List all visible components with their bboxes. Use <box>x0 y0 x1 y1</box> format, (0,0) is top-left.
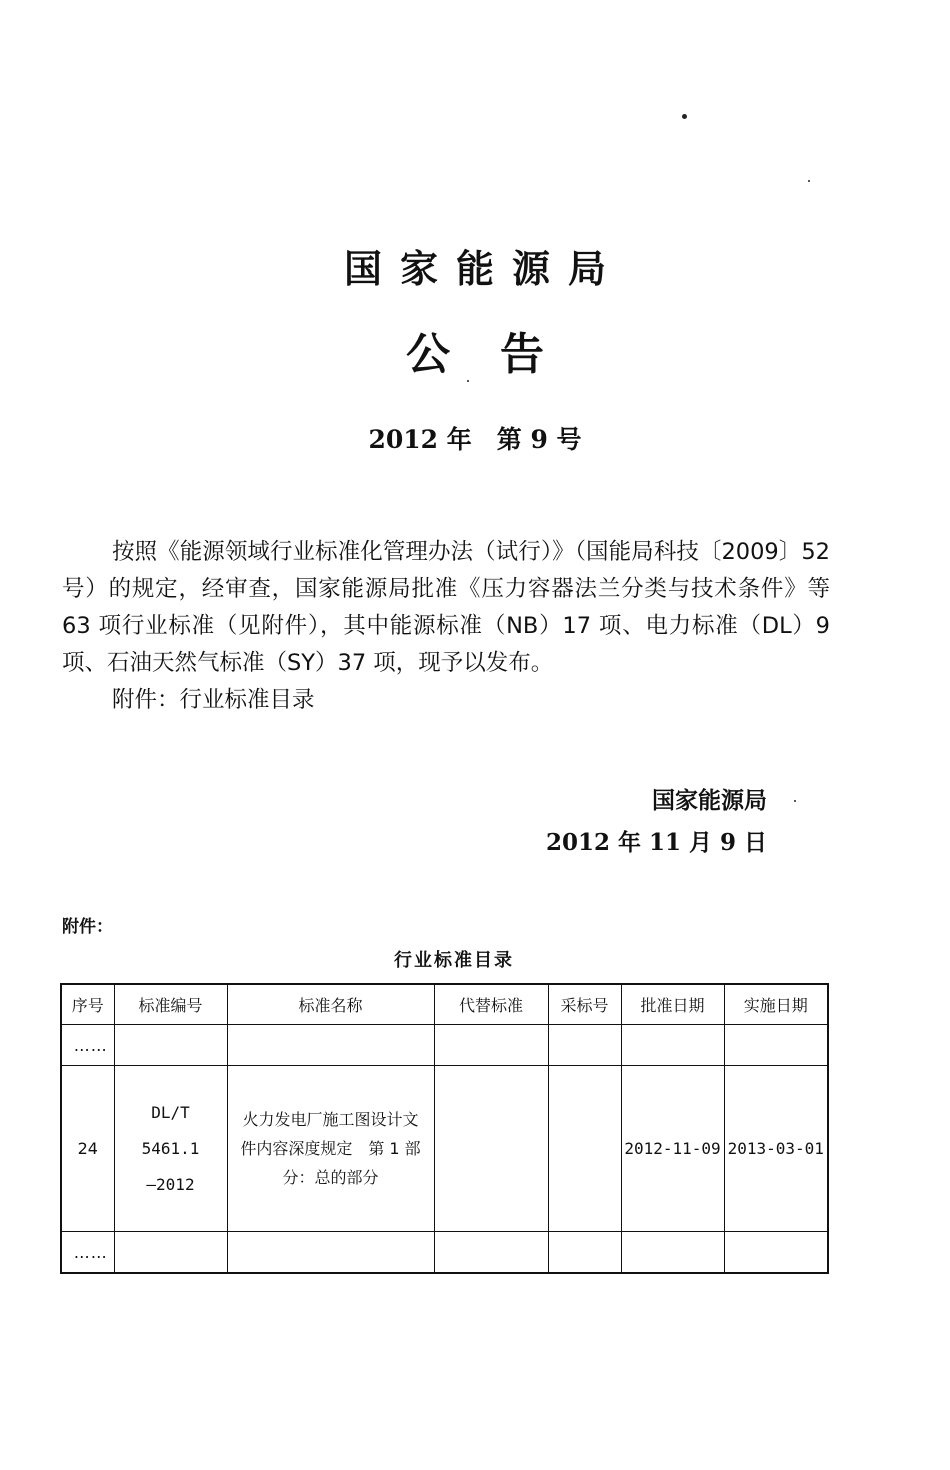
scan-speck <box>794 800 796 802</box>
col-header-seq: 序号 <box>61 984 114 1025</box>
col-header-adopted: 采标号 <box>548 984 621 1025</box>
table-row-ellipsis <box>61 1025 828 1066</box>
cell-replaces <box>434 1066 548 1232</box>
document-type: 公告 <box>406 329 594 380</box>
cell-effective-date: 2013-03-01 <box>724 1066 828 1232</box>
document-number: 2012 年 第 9 号 <box>368 425 582 454</box>
signature-date: 2012 年 11 月 9 日 <box>545 829 767 856</box>
scan-speck <box>467 380 469 382</box>
body-paragraph-1: 按照《能源领域行业标准化管理办法（试行）》（国能局科技〔2009〕52 号）的规定，经审查，国家能源局批准《压力容器法兰分类与技术条件》等 63 项行业标准（见附件），其中能源标准（NB）17 项、电力标准（DL）9 项、石油天然气标准（SY）37 项，现予以发布。 <box>62 539 830 676</box>
table-row <box>61 1066 828 1232</box>
table-row-ellipsis <box>61 1232 828 1274</box>
col-header-name: 标准名称 <box>227 984 434 1025</box>
ellipsis-cell: …… <box>61 1025 114 1066</box>
cell-code <box>114 1066 227 1232</box>
code-line-1: DL/T <box>151 1102 190 1122</box>
col-header-effective-date: 实施日期 <box>724 984 828 1025</box>
attachment-label: 附件： <box>62 917 113 937</box>
col-header-replaces: 代替标准 <box>434 984 548 1025</box>
cell-seq: 24 <box>61 1066 114 1232</box>
announcement-body <box>62 534 830 719</box>
org-title: 国家能源局 <box>343 247 624 291</box>
signature-org: 国家能源局 <box>652 788 767 814</box>
code-line-3: —2012 <box>146 1174 195 1194</box>
scan-speck <box>808 180 810 182</box>
standards-table <box>60 983 829 1274</box>
body-paragraph-attachment: 附件：行业标准目录 <box>112 687 315 713</box>
code-line-2: 5461.1 <box>141 1138 200 1158</box>
cell-adopted <box>548 1066 621 1232</box>
table-header-row <box>61 984 828 1025</box>
table-title: 行业标准目录 <box>394 950 514 971</box>
ellipsis-cell: …… <box>61 1232 114 1274</box>
col-header-code: 标准编号 <box>114 984 227 1025</box>
cell-name: 火力发电厂施工图设计文件内容深度规定 第 1 部分：总的部分 <box>227 1066 434 1232</box>
cell-approval-date: 2012-11-09 <box>621 1066 724 1232</box>
col-header-approval-date: 批准日期 <box>621 984 724 1025</box>
scan-speck <box>682 114 687 119</box>
